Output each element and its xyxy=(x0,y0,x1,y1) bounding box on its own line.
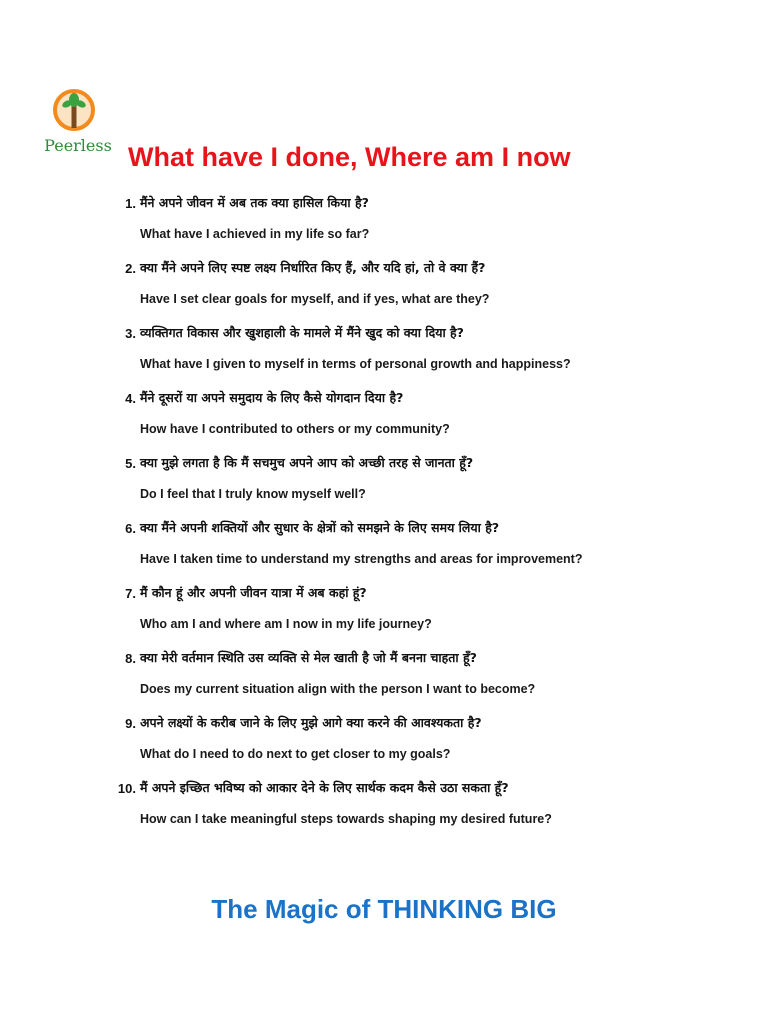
question-item xyxy=(0,325,768,385)
question-english: Do I feel that I truly know myself well? xyxy=(140,487,366,501)
question-english: What do I need to do next to get closer to my goals? xyxy=(140,747,451,761)
question-hindi: मैंने अपने जीवन में अब तक क्या हासिल किया है? xyxy=(140,195,369,210)
question-number: 2. xyxy=(125,261,136,276)
question-item xyxy=(0,585,768,645)
question-number: 5. xyxy=(125,456,136,471)
question-item xyxy=(0,650,768,710)
question-number: 6. xyxy=(125,521,136,536)
question-number: 7. xyxy=(125,586,136,601)
question-item xyxy=(0,390,768,450)
question-number: 3. xyxy=(125,326,136,341)
question-hindi: क्या मैंने अपने लिए स्पष्ट लक्ष्य निर्धारित किए हैं, और यदि हां, तो वे क्या हैं? xyxy=(140,260,486,275)
question-number: 4. xyxy=(125,391,136,406)
question-number: 10. xyxy=(117,781,136,796)
question-english: Who am I and where am I now in my life journey? xyxy=(140,617,432,631)
question-hindi: क्या मेरी वर्तमान स्थिति उस व्यक्ति से मेल खाती है जो मैं बनना चाहता हूँ? xyxy=(140,650,477,665)
footer-title: The Magic of THINKING BIG xyxy=(211,894,557,924)
question-item xyxy=(0,715,768,775)
question-hindi: क्या मैंने अपनी शक्तियों और सुधार के क्षेत्रों को समझने के लिए समय लिया है? xyxy=(140,520,500,535)
question-hindi: मैं कौन हूं और अपनी जीवन यात्रा में अब कहां हूं? xyxy=(140,585,367,600)
question-item xyxy=(0,520,768,580)
question-item xyxy=(0,195,768,255)
question-english: How have I contributed to others or my community? xyxy=(140,422,450,436)
question-number: 8. xyxy=(125,651,136,666)
question-hindi: अपने लक्ष्यों के करीब जाने के लिए मुझे आगे क्या करने की आवश्यकता है? xyxy=(140,715,482,730)
question-hindi: व्यक्तिगत विकास और खुशहाली के मामले में मैंने खुद को क्या दिया है? xyxy=(140,325,464,340)
question-hindi: क्या मुझे लगता है कि मैं सचमुच अपने आप को अच्छी तरह से जानता हूँ? xyxy=(140,455,474,470)
logo-wordmark: Peerless xyxy=(44,136,112,155)
question-hindi: मैंने दूसरों या अपने समुदाय के लिए कैसे योगदान दिया है? xyxy=(140,390,404,405)
question-item xyxy=(0,260,768,320)
question-hindi: मैं अपने इच्छित भविष्य को आकार देने के लिए सार्थक कदम कैसे उठा सकता हूँ? xyxy=(140,780,509,795)
question-english: How can I take meaningful steps towards shaping my desired future? xyxy=(140,812,552,826)
question-english: Does my current situation align with the person I want to become? xyxy=(140,682,536,696)
question-item xyxy=(0,780,768,840)
question-number: 9. xyxy=(125,716,136,731)
page-title: What have I done, Where am I now xyxy=(128,142,571,172)
question-english: What have I achieved in my life so far? xyxy=(140,227,370,241)
question-number: 1. xyxy=(125,196,136,211)
question-item xyxy=(0,455,768,515)
question-english: Have I taken time to understand my strengths and areas for improvement? xyxy=(140,552,583,566)
question-english: Have I set clear goals for myself, and if yes, what are they? xyxy=(140,292,490,306)
question-english: What have I given to myself in terms of personal growth and happiness? xyxy=(140,357,571,371)
